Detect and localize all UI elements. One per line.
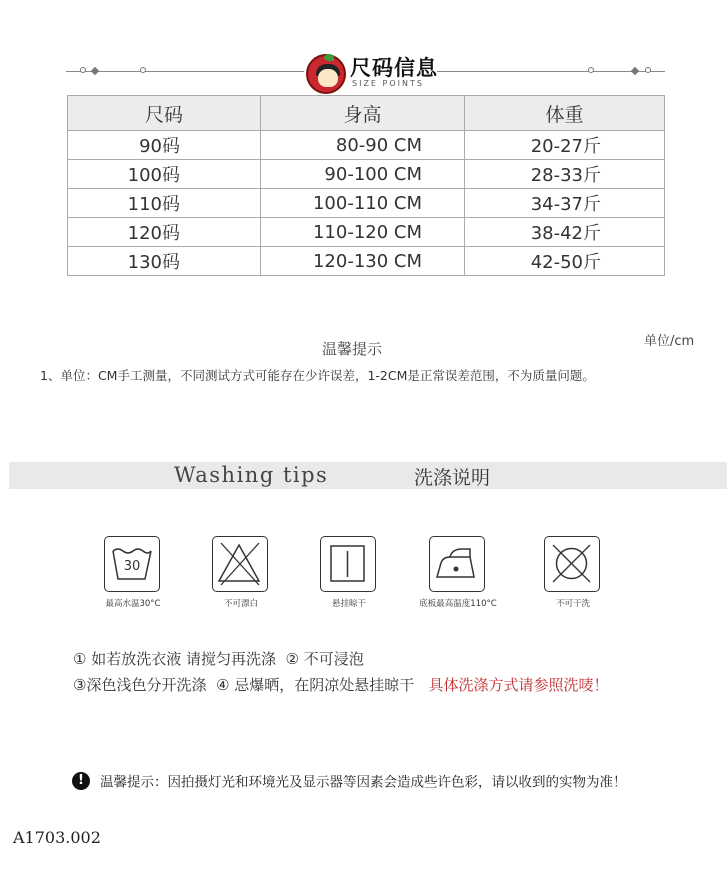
unit-label: 单位/cm — [644, 334, 695, 349]
cell-height: 110-120 CM — [261, 218, 465, 247]
care-label: 底板最高温度110°C — [419, 599, 497, 609]
care-label: 悬挂晾干 — [331, 599, 366, 609]
care-label: 不可干洗 — [555, 599, 590, 609]
no-dry-clean-icon — [544, 536, 600, 592]
column-header-size: 尺码 — [68, 96, 261, 131]
header-subtitle: SIZE POINTS — [352, 79, 424, 88]
cell-weight: 20-27斤 — [465, 131, 665, 160]
cell-size: 120码 — [68, 218, 261, 247]
column-header-weight: 体重 — [465, 96, 665, 131]
washing-note: ④ 忌爆晒，在阴凉处悬挂晾干 — [216, 676, 415, 694]
washing-tips-bar — [9, 462, 727, 489]
cell-height: 80-90 CM — [261, 131, 465, 160]
decorative-dot — [645, 67, 651, 73]
table-row — [68, 131, 665, 160]
washing-highlight-note: 具体洗涤方式请参照洗唛！ — [428, 676, 609, 694]
exclamation-icon: ! — [72, 772, 90, 790]
cell-size: 100码 — [68, 160, 261, 189]
cell-size: 130码 — [68, 247, 261, 276]
cell-weight: 34-37斤 — [465, 189, 665, 218]
table-row — [68, 218, 665, 247]
warning-text: 温馨提示：因拍摄灯光和环境光及显示器等因素会造成些许色彩，请以收到的实物为准！ — [100, 774, 627, 791]
table-row — [68, 160, 665, 189]
care-label: 不可漂白 — [223, 599, 258, 609]
iron-110-icon — [429, 536, 485, 592]
washing-note: ③深色浅色分开洗涤 — [73, 676, 207, 694]
product-code: A1703.002 — [13, 828, 101, 847]
no-bleach-icon — [212, 536, 268, 592]
column-header-height: 身高 — [261, 96, 465, 131]
washing-title-cn: 洗涤说明 — [414, 467, 491, 489]
cell-weight: 42-50斤 — [465, 247, 665, 276]
washing-note: ② 不可浸泡 — [285, 650, 364, 668]
washing-note: ① 如若放洗衣液 请搅匀再洗涤 — [73, 650, 276, 668]
tip-title: 温馨提示 — [322, 340, 383, 358]
decorative-dot — [80, 67, 86, 73]
table-row — [68, 189, 665, 218]
cell-height: 90-100 CM — [261, 160, 465, 189]
cell-height: 100-110 CM — [261, 189, 465, 218]
size-info-header — [0, 40, 727, 100]
table-header-row — [68, 96, 665, 131]
care-label: 最高水温30°C — [105, 599, 161, 609]
washing-title-en: Washing tips — [174, 463, 329, 487]
decorative-dot — [588, 67, 594, 73]
washing-note-line-1 — [73, 648, 364, 669]
cell-size: 110码 — [68, 189, 261, 218]
table-row — [68, 247, 665, 276]
decorative-diamond — [91, 67, 99, 75]
cell-weight: 38-42斤 — [465, 218, 665, 247]
cell-size: 90码 — [68, 131, 261, 160]
tip-text: 1、单位：CM手工测量，不同测试方式可能存在少许误差，1-2CM是正常误差范围，不为质量问题。 — [40, 368, 595, 383]
header-title: 尺码信息 — [350, 56, 438, 80]
cell-height: 120-130 CM — [261, 247, 465, 276]
logo-girl-icon — [306, 54, 346, 94]
decorative-diamond — [631, 67, 639, 75]
hang-dry-icon — [320, 536, 376, 592]
decorative-line-left — [66, 71, 304, 72]
wash-temp-value: 30 — [123, 559, 141, 574]
washing-note-line-2 — [73, 674, 609, 695]
decorative-dot — [140, 67, 146, 73]
brand-logo — [304, 50, 444, 96]
size-table — [67, 95, 665, 276]
color-warning — [72, 770, 627, 791]
wash-30-icon — [104, 536, 160, 592]
cell-weight: 28-33斤 — [465, 160, 665, 189]
